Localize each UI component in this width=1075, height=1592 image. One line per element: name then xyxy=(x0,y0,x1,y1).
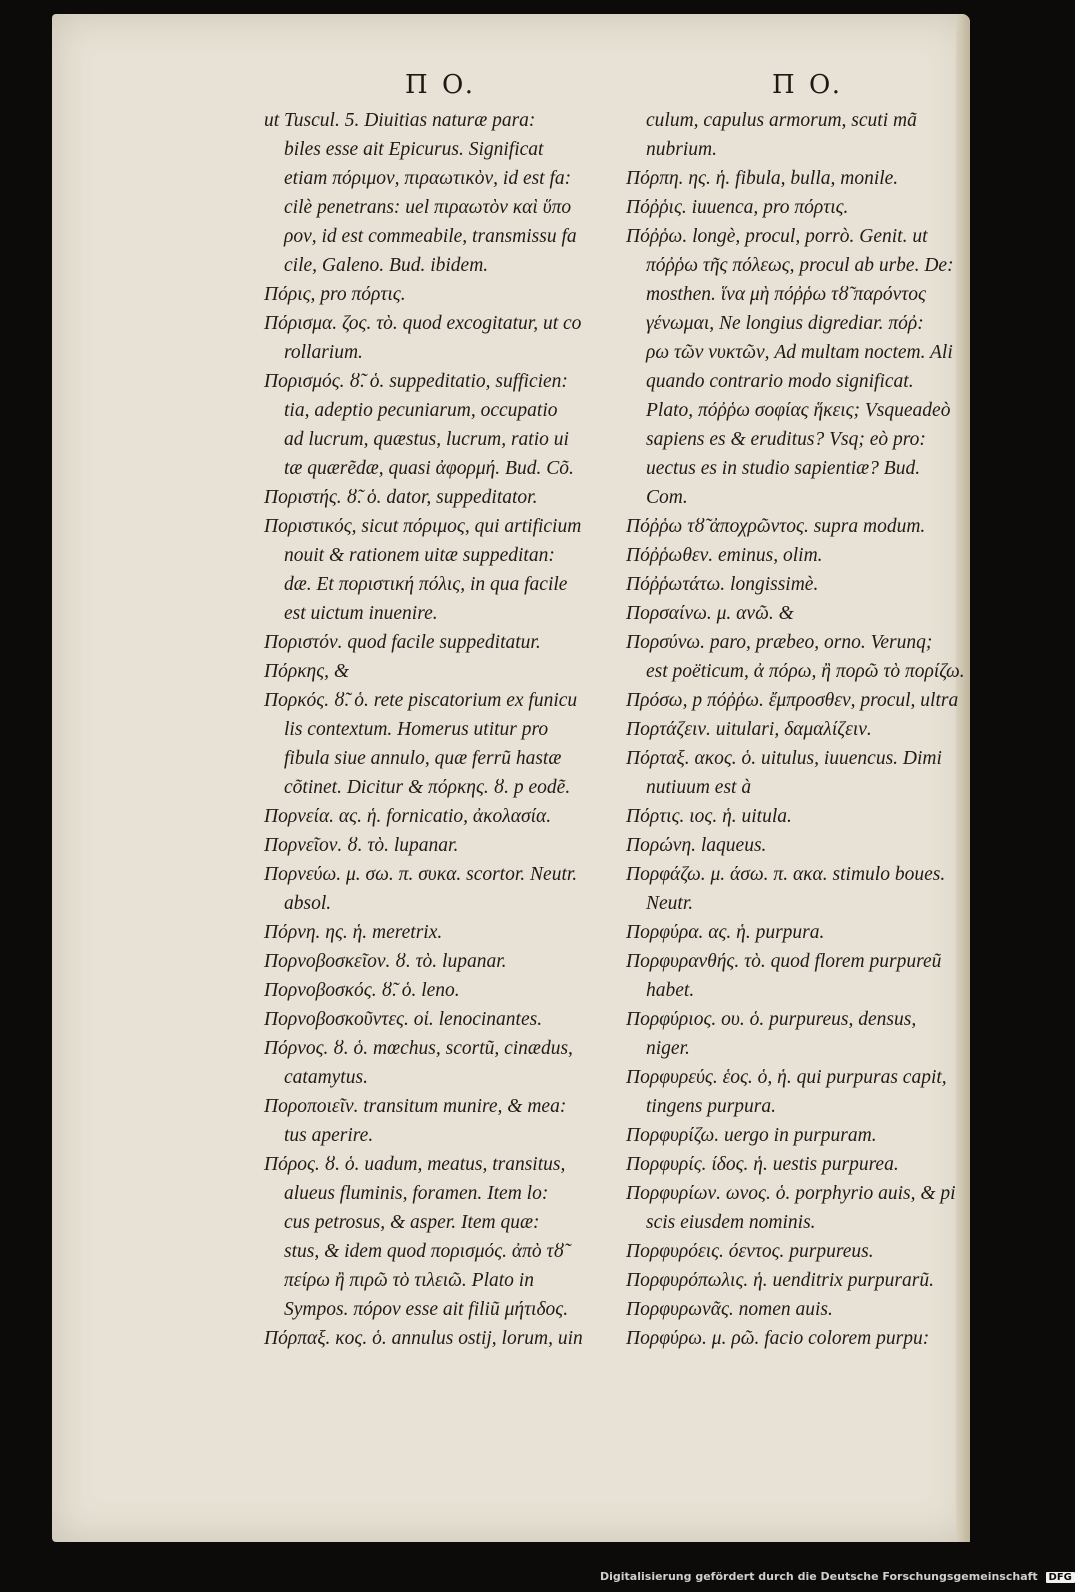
dictionary-line: Πόρος. ȣ. ὁ. uadum, meatus, transitus, xyxy=(264,1154,566,1175)
dictionary-line: Πορφυρίς. ίδος. ἡ. uestis purpurea. xyxy=(626,1154,899,1175)
dictionary-line: ut Tuscul. 5. Diuitias naturæ para: xyxy=(264,110,536,131)
dictionary-line: Com. xyxy=(646,487,688,508)
dictionary-line: Ποριστόν. quod facile suppeditatur. xyxy=(264,632,541,653)
dictionary-line: tingens purpura. xyxy=(646,1096,777,1117)
dictionary-line: Πορνοβοσκεῖον. ȣ. τὸ. lupanar. xyxy=(264,951,507,972)
dictionary-line: nubrium. xyxy=(646,139,717,160)
dictionary-line: Πορνοβοσκός. ȣ̃. ὁ. leno. xyxy=(264,980,460,1001)
dictionary-line: Πορφύρω. μ. ρῶ. facio colorem purpu: xyxy=(626,1328,930,1349)
dfg-logo: DFG xyxy=(1046,1572,1075,1583)
dictionary-line: Πόῤῥω τȣ̃ ἀποχρῶντος. supra modum. xyxy=(626,516,926,537)
dictionary-line: πείρω ἢ πιρῶ τὸ τιλειῶ. Plato in xyxy=(284,1270,534,1291)
dictionary-line: Πορφυρωνᾶς. nomen auis. xyxy=(626,1299,833,1320)
dictionary-line: Πορφυρόπωλις. ἡ. uenditrix purpurarũ. xyxy=(626,1270,934,1291)
dictionary-line: Πόρταξ. ακος. ὁ. uitulus, iuuencus. Dimi xyxy=(626,748,942,769)
dictionary-line: cile, Galeno. Bud. ibidem. xyxy=(284,255,489,276)
dictionary-line: Πορνεῖον. ȣ. τὸ. lupanar. xyxy=(264,835,459,856)
dictionary-line: rollarium. xyxy=(284,342,363,363)
dictionary-line: Ποροποιεῖν. transitum munire, & mea: xyxy=(264,1096,567,1117)
dictionary-line: Πόρπαξ. κος. ὁ. annulus ostij, lorum, uin xyxy=(264,1328,583,1349)
dictionary-line: ad lucrum, quæstus, lucrum, ratio ui xyxy=(284,429,569,450)
dictionary-line: Πρόσω, p πόῤῥω. ἔμπροσθεν, procul, ultra xyxy=(626,690,959,711)
dictionary-line: πόῤῥω τῆς πόλεως, procul ab urbe. De: xyxy=(646,255,954,276)
dictionary-line: biles esse ait Epicurus. Significat xyxy=(284,139,544,160)
dictionary-line: alueus fluminis, foramen. Item lo: xyxy=(284,1183,549,1204)
dictionary-line: tia, adeptio pecuniarum, occupatio xyxy=(284,400,558,421)
dictionary-line: Πορκός. ȣ̃. ὁ. rete piscatorium ex funicu xyxy=(264,690,578,711)
dictionary-line: Πόρπη. ης. ἡ. fibula, bulla, monile. xyxy=(626,168,899,189)
dictionary-line: Πορφύριος. ου. ὁ. purpureus, densus, xyxy=(626,1009,917,1030)
left-column xyxy=(264,106,604,1353)
dictionary-line: Πορνεία. ας. ἡ. fornicatio, ἀκολασία. xyxy=(264,806,552,827)
dictionary-line: Sympos. πόρον esse ait filiũ μήτιδος. xyxy=(284,1299,569,1320)
dictionary-line: Πορώνη. laqueus. xyxy=(626,835,767,856)
dictionary-line: γένωμαι, Ne longius digrediar. πόῤ: xyxy=(646,313,924,334)
footer-text: Digitalisierung gefördert durch die Deutsche Forschungsgemeinschaft xyxy=(600,1570,1038,1583)
dictionary-line: Πορφάζω. μ. άσω. π. ακα. stimulo boues. xyxy=(626,864,946,885)
dictionary-line: Πόρνος. ȣ. ὁ. mœchus, scortũ, cinædus, xyxy=(264,1038,573,1059)
running-head-right: Π O. xyxy=(772,70,843,100)
dictionary-line: tus aperire. xyxy=(284,1125,374,1146)
dictionary-line: Πορνοβοσκοῦντες. οἱ. lenocinantes. xyxy=(264,1009,543,1030)
dictionary-line: mosthen. ἵνα μὴ πόῤῥω τȣ̃ παρόντος xyxy=(646,284,926,305)
dictionary-line: Πόρις, pro πόρτις. xyxy=(264,284,406,305)
dictionary-line: Πόῤῥω. longè, procul, porrò. Genit. ut xyxy=(626,226,928,247)
dictionary-line: uectus es in studio sapientiæ? Bud. xyxy=(646,458,921,479)
dictionary-line: Πορισμός. ȣ̃. ὁ. suppeditatio, sufficien: xyxy=(264,371,568,392)
dictionary-line: Πορσύνω. paro, præbeo, orno. Verunq; xyxy=(626,632,933,653)
dictionary-line: Πόρκης, & xyxy=(264,661,350,682)
dictionary-line: est poëticum, ἀ πόρω, ἢ πορῶ τὸ πορίζω. xyxy=(646,661,965,682)
right-column xyxy=(626,106,966,1353)
dictionary-line: sapiens es & eruditus? Vsq; eò pro: xyxy=(646,429,926,450)
dictionary-line: scis eiusdem nominis. xyxy=(646,1212,816,1233)
dictionary-line: Πόρισμα. ζος. τὸ. quod excogitatur, ut co xyxy=(264,313,582,334)
dictionary-line: Πορτάζειν. uitulari, δαμαλίζειν. xyxy=(626,719,872,740)
dictionary-line: Πόῤῥωθεν. eminus, olim. xyxy=(626,545,823,566)
dictionary-line: Πόῤῥις. iuuenca, pro πόρτις. xyxy=(626,197,849,218)
dictionary-line: Πορφυρίων. ωνος. ὁ. porphyrio auis, & pi xyxy=(626,1183,956,1204)
dictionary-line: quando contrario modo significat. xyxy=(646,371,914,392)
dictionary-line: etiam πόριμον, πιραωτικὸν, id est fa: xyxy=(284,168,572,189)
dictionary-line: lis contextum. Homerus utitur pro xyxy=(284,719,549,740)
dictionary-line: ρω τῶν νυκτῶν, Ad multam noctem. Ali xyxy=(646,342,953,363)
running-head-left: Π O. xyxy=(405,70,476,100)
dictionary-line: cus petrosus, & asper. Item quæ: xyxy=(284,1212,540,1233)
dictionary-line: est uictum inuenire. xyxy=(284,603,438,624)
dictionary-line: Πορφυρόεις. όεντος. purpureus. xyxy=(626,1241,874,1262)
dictionary-line: ρον, id est commeabile, transmissu fa xyxy=(284,226,577,247)
dictionary-line: cõtinet. Dicitur & πόρκης. ȣ. p eodẽ. xyxy=(284,777,571,798)
dictionary-line: Πόρτις. ιος. ἡ. uitula. xyxy=(626,806,792,827)
dictionary-line: Πορφύρα. ας. ἡ. purpura. xyxy=(626,922,825,943)
dictionary-line: culum, capulus armorum, scuti mã xyxy=(646,110,917,131)
dictionary-line: catamytus. xyxy=(284,1067,368,1088)
dictionary-line: Πορσαίνω. μ. ανῶ. & xyxy=(626,603,794,624)
dictionary-line: Ποριστικός, sicut πόριμος, qui artificium xyxy=(264,516,582,537)
dictionary-line: cilè penetrans: uel πιραωτὸν καὶ ὕπο xyxy=(284,197,572,218)
dictionary-line: Πορφυρανθής. τὸ. quod florem purpureũ xyxy=(626,951,942,972)
dictionary-line: Πορφυρίζω. uergo in purpuram. xyxy=(626,1125,877,1146)
dictionary-line: Πορφυρεύς. ἑος. ὁ, ἡ. qui purpuras capit, xyxy=(626,1067,947,1088)
dictionary-line: nouit & rationem uitæ suppeditan: xyxy=(284,545,555,566)
dictionary-line: dæ. Et ποριστική πόλις, in qua facile xyxy=(284,574,568,595)
dictionary-line: nutiuum est à xyxy=(646,777,752,798)
dictionary-line: niger. xyxy=(646,1038,690,1059)
dictionary-line: Neutr. xyxy=(646,893,694,914)
dictionary-line: Πόῤῥωτάτω. longissimè. xyxy=(626,574,819,595)
dictionary-line: habet. xyxy=(646,980,695,1001)
footer-credit xyxy=(600,1570,1075,1583)
dictionary-line: Ποριστής. ȣ̃. ὁ. dator, suppeditator. xyxy=(264,487,538,508)
dictionary-line: stus, & idem quod πορισμός. ἀπὸ τȣ̃ xyxy=(284,1241,565,1262)
dictionary-line: Πορνεύω. μ. σω. π. συκα. scortor. Neutr. xyxy=(264,864,578,885)
dictionary-line: absol. xyxy=(284,893,332,914)
dictionary-line: fibula siue annulo, quæ ferrũ hastæ xyxy=(284,748,562,769)
dictionary-line: Plato, πόῤῥω σοφίας ἥκεις; Vsqueadeò xyxy=(646,400,951,421)
dictionary-line: Πόρνη. ης. ἡ. meretrix. xyxy=(264,922,443,943)
dictionary-line: tæ quærẽdæ, quasi ἀφορμή. Bud. Cõ. xyxy=(284,458,574,479)
